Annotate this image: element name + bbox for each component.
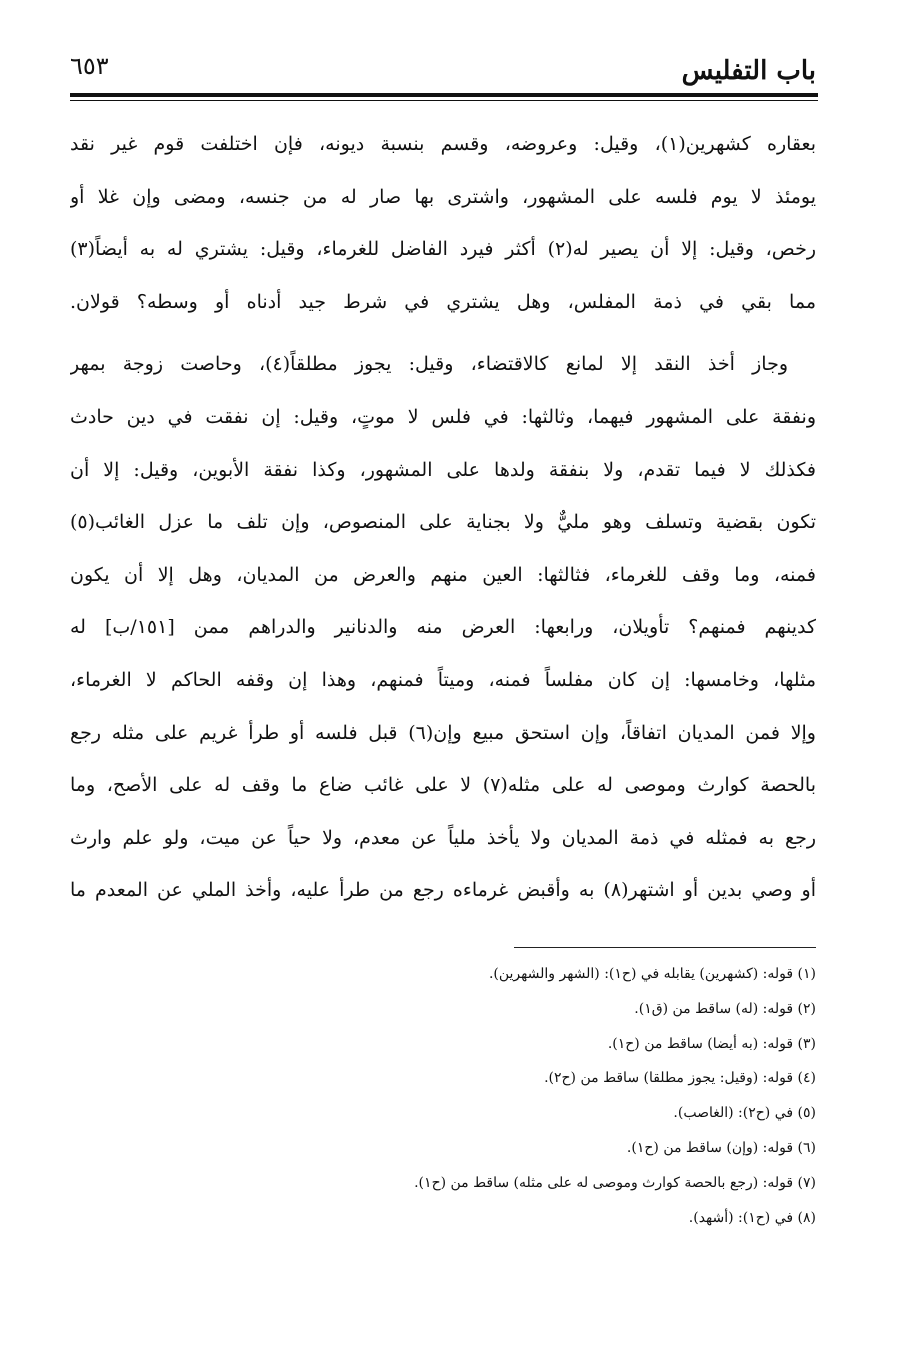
text-line: ونفقة على المشهور فيهما، وثالثها: في فلس لا موتٍ، وقيل: إن نفقت في دين حادث <box>70 405 816 428</box>
footnote-item: (٤) قوله: (وقيل: يجوز مطلقا) ساقط من (ح٢). <box>544 1070 816 1087</box>
footnote-item: (٧) قوله: (رجع بالحصة كوارث وموصى له على مثله) ساقط من (ح١). <box>414 1174 816 1191</box>
text-line: بعقاره كشهرين(١)، وقيل: وعروضه، وقسم بنسبة ديونه، فإن اختلفت قوم غير نقد <box>70 133 816 155</box>
text-line: وجاز أخذ النقد إلا لمانع كالاقتضاء، وقيل: يجوز مطلقاً(٤)، وحاصت زوجة بمهر <box>70 353 788 376</box>
header-rule-thick <box>70 93 818 97</box>
footnote-item: (٥) في (ح٢): (الغاصب). <box>673 1105 816 1122</box>
footnote-item: (٢) قوله: (له) ساقط من (ق١). <box>634 1000 816 1017</box>
text-line: فمنه، وما وقف للغرماء، فثالثها: العين منهم والعرض من المديان، وهل إلا أن يكون <box>70 563 816 586</box>
text-line: يومئذ لا يوم فلسه على المشهور، واشترى بها صار له من جنسه، ومضى وإن غلا أو <box>70 185 816 208</box>
chapter-title: باب التفليس <box>681 56 816 86</box>
footnotes <box>70 957 816 1235</box>
paragraph-2 <box>70 338 816 917</box>
text-line: أو وصي بدين أو اشتهر(٨) به وأقبض غرماءه رجع من طرأ عليه، وأخذ الملي عن المعدم ما <box>70 879 816 902</box>
paragraph-1 <box>70 118 816 328</box>
header-rule-thin <box>70 100 818 101</box>
text-line: رخص، وقيل: إلا أن يصير له(٢) أكثر فيرد الفاضل للغرماء، وقيل: يشتري له به أيضاً(٣) <box>70 238 816 261</box>
footnote-separator <box>514 947 816 948</box>
page-header <box>70 52 816 92</box>
text-line: تكون بقضية وتسلف وهو مليٌّ ولا بجناية على المنصوص، وإن تلف ما عزل الغائب(٥) <box>70 511 816 534</box>
footnote-item: (٨) في (ح١): (أشهد). <box>688 1209 816 1226</box>
footnote-item: (٦) قوله: (وإن) ساقط من (ح١). <box>626 1139 816 1156</box>
text-line: مثلها، وخامسها: إن كان مفلساً فمنه، وميتاً فمنهم، وهذا إن وقفه الحاكم لا الغرماء، <box>70 668 816 691</box>
text-line: بالحصة كوارث وموصى له على مثله(٧) لا على غائب ضاع ما وقف له على الأصح، وما <box>70 774 816 797</box>
footnote-item: (٣) قوله: (به أيضا) ساقط من (ح١). <box>607 1035 816 1052</box>
text-line: رجع به فمثله في ذمة المديان ولا يأخذ ملياً عن معدم، ولا حياً عن ميت، ولو علم وارث <box>70 826 816 849</box>
text-line: وإلا فمن المديان اتفاقاً، وإن استحق مبيع وإن(٦) قبل فلسه أو طرأ غريم على مثله رجع <box>70 721 816 744</box>
main-text <box>70 118 816 927</box>
text-line: مما بقي في ذمة المفلس، وهل يشتري في شرط جيد أدناه أو وسطه؟ قولان. <box>70 290 816 313</box>
page-number: ٦٥٣ <box>70 52 109 80</box>
text-line: كدينهم فمنهم؟ تأويلان، ورابعها: العرض منه والدنانير والدراهم ممن [١٥١/ب] له <box>70 616 816 639</box>
text-line: فكذلك لا فيما تقدم، ولا بنفقة ولدها على المشهور، وكذا نفقة الأبوين، وقيل: إلا أن <box>70 458 816 481</box>
footnote-item: (١) قوله: (كشهرين) يقابله في (ح١): (الشهر والشهرين). <box>488 966 816 982</box>
